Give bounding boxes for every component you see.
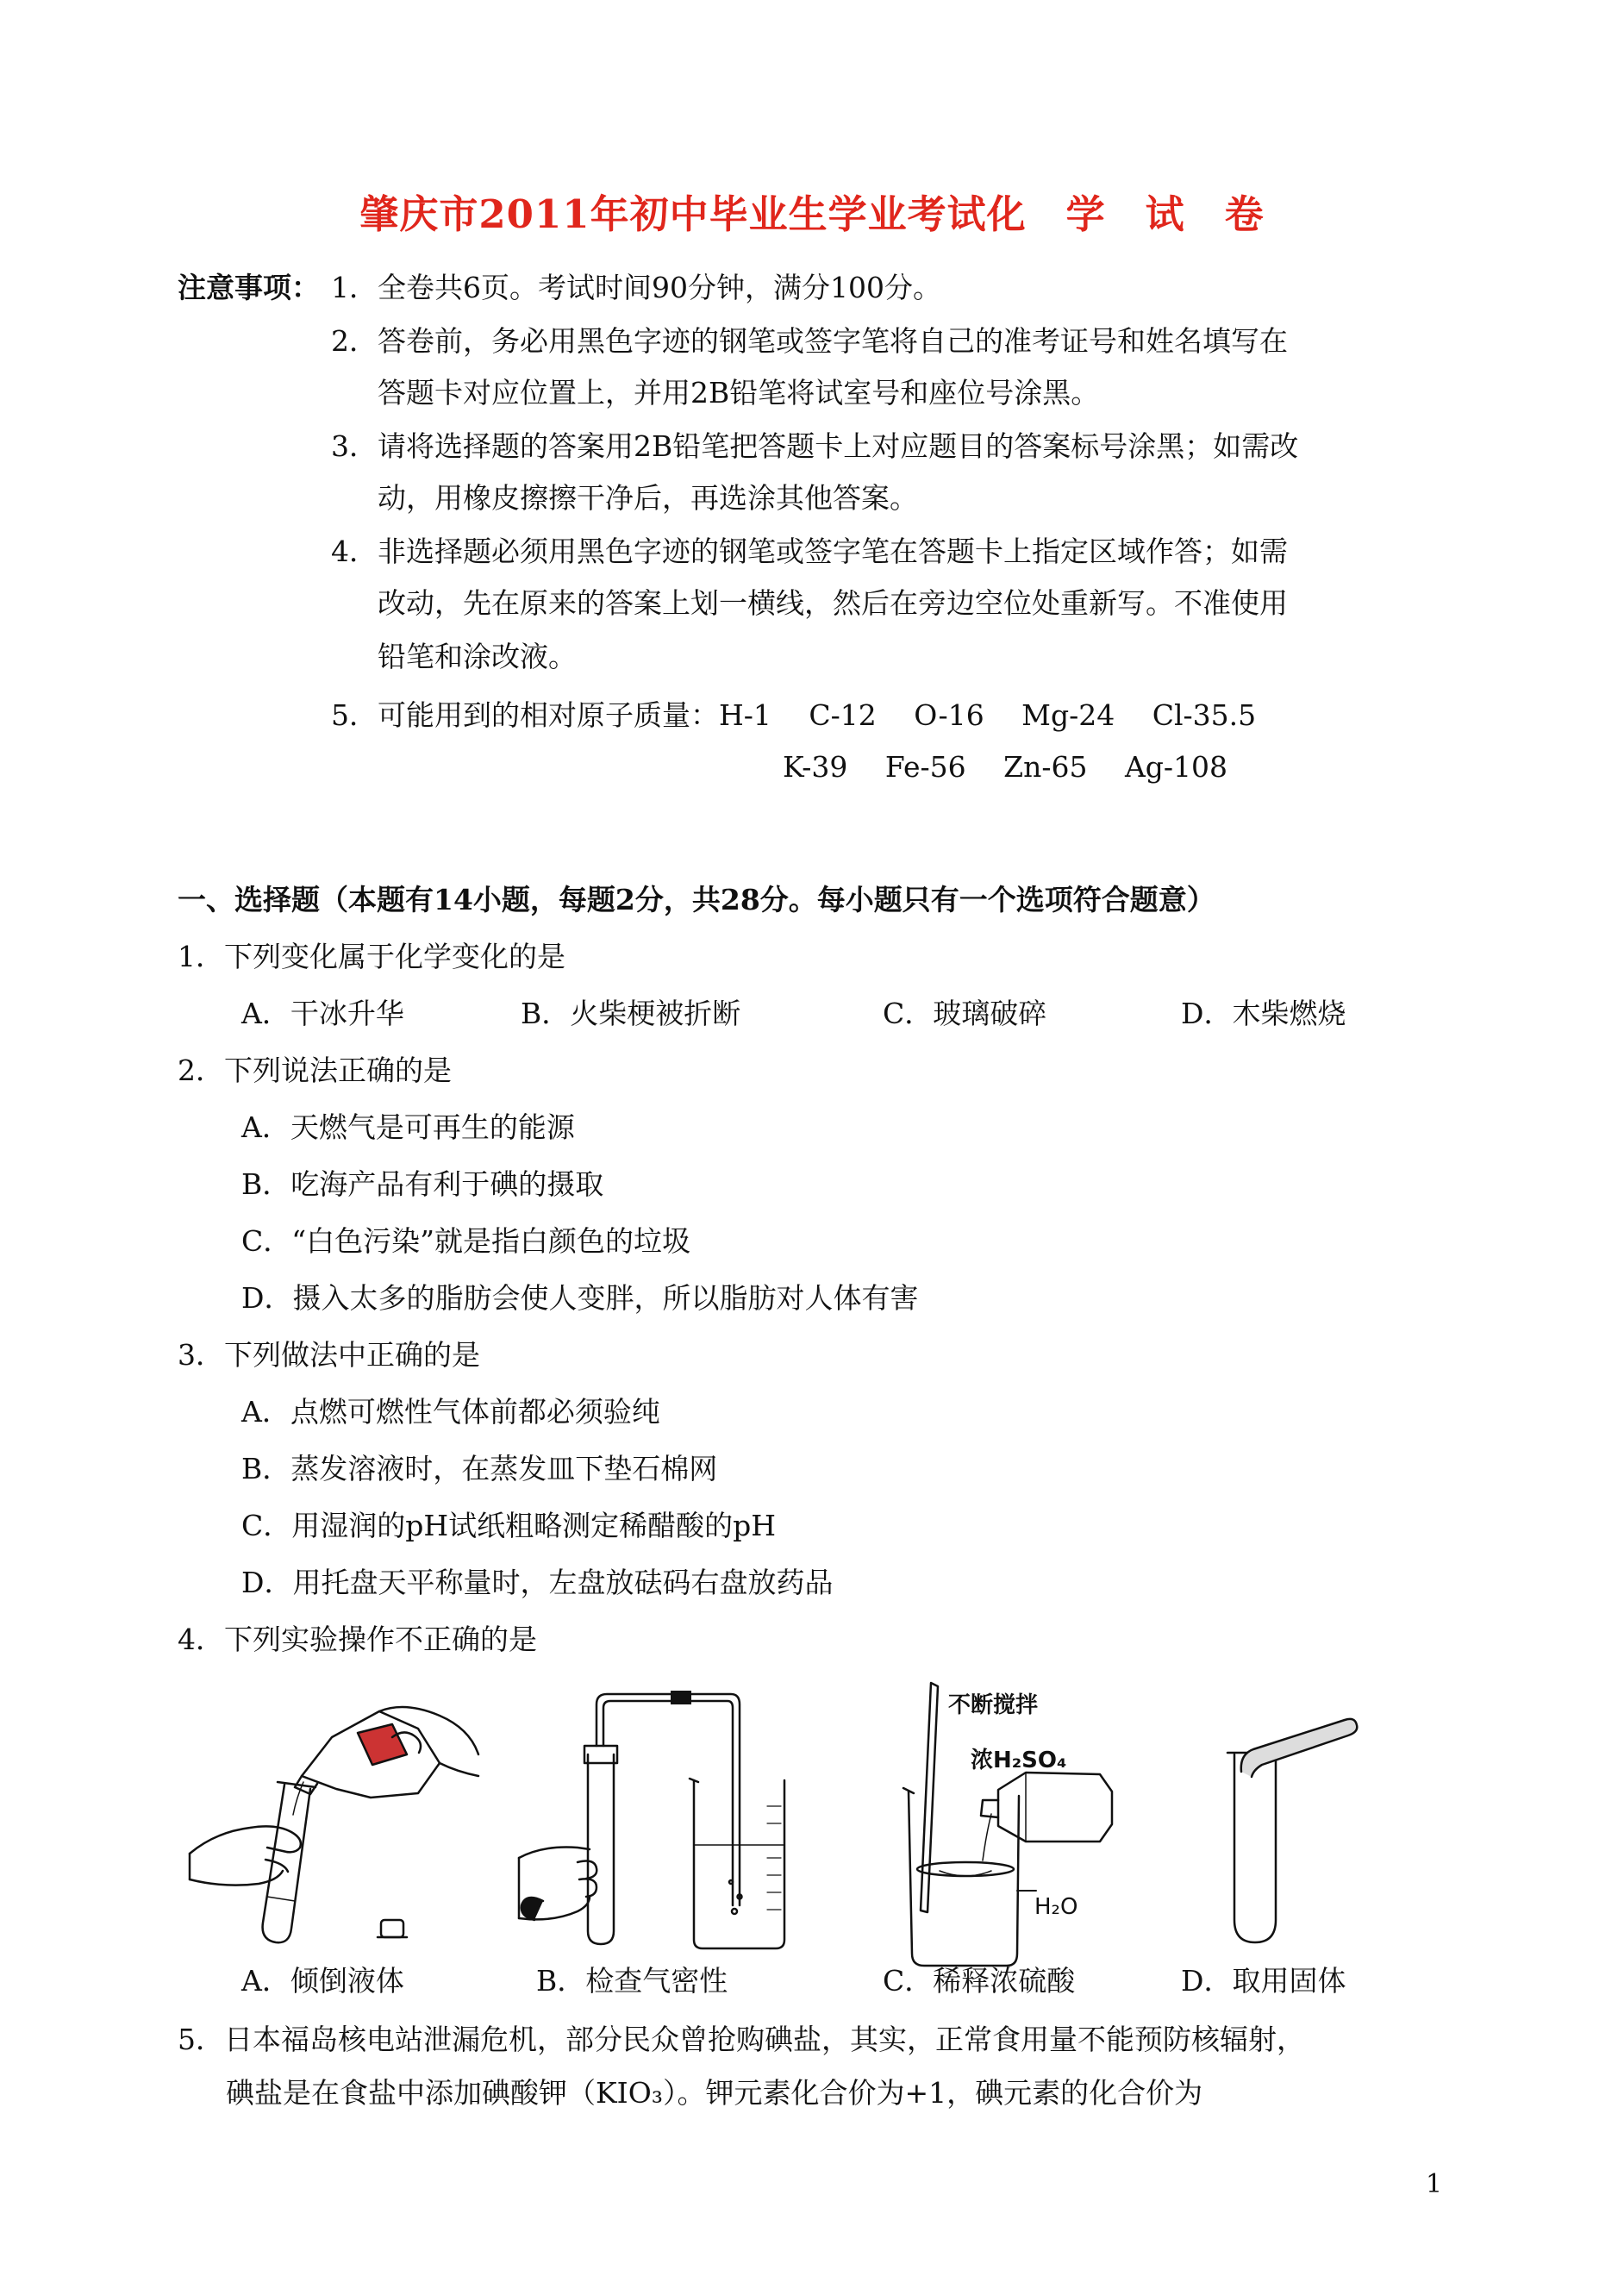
q3-option-b: B．蒸发溶液时，在蒸发皿下垫石棉网 [241, 1452, 718, 1485]
q1-option-c: C．玻璃破碎 [883, 997, 1047, 1030]
glass-tube [597, 1694, 740, 1905]
note-1: 1．全卷共6页。考试时间90分钟，满分100分。 [331, 271, 941, 304]
q1-option-d: D．木柴燃烧 [1181, 997, 1346, 1030]
section-heading: 一、选择题（本题有14小题，每题2分，共28分。每小题只有一个选项符合题意） [178, 883, 1215, 916]
page-title: 肇庆市2011年初中毕业生学业考试化 学 试 卷 [359, 191, 1265, 237]
q4-option-b: B．检查气密性 [536, 1964, 728, 1998]
note-4-cont2: 铅笔和涂改液。 [378, 640, 577, 673]
q4-stem: 4．下列实验操作不正确的是 [178, 1623, 537, 1656]
figure-pouring-liquid [181, 1703, 483, 1961]
note-4-cont: 改动，先在原来的答案上划一横线，然后在旁边空位处重新写。不准使用 [378, 586, 1288, 620]
label-stir: 不断搅拌 [948, 1692, 1039, 1718]
q2-option-a: A．天燃气是可再生的能源 [241, 1110, 575, 1144]
label-water: H₂O [1034, 1894, 1078, 1920]
q2-stem: 2．下列说法正确的是 [178, 1054, 452, 1087]
glass-rod [921, 1683, 938, 1912]
note-5: 5．可能用到的相对原子质量：H-1 C-12 O-16 Mg-24 Cl-35.5 [331, 698, 1257, 732]
stopper [381, 1920, 403, 1937]
q3-option-d: D．用托盘天平称量时，左盘放砝码右盘放药品 [241, 1566, 834, 1599]
note-5-cont: K-39 Fe-56 Zn-65 Ag-108 [783, 750, 1228, 784]
q3-stem: 3．下列做法中正确的是 [178, 1338, 480, 1372]
figure-airtightness [517, 1685, 802, 1953]
acid-bottle [998, 1773, 1112, 1842]
q3-option-a: A．点燃可燃性气体前都必须验纯 [241, 1395, 660, 1429]
hand [519, 1848, 590, 1859]
spatula [1241, 1719, 1358, 1777]
q2-option-c: C．“白色污染”就是指白颜色的垃圾 [241, 1224, 690, 1258]
q2-option-b: B．吃海产品有利于碘的摄取 [241, 1167, 604, 1201]
rubber-stopper [584, 1746, 617, 1763]
label-acid: 浓H₂SO₄ [971, 1748, 1067, 1773]
q5-line-1: 5．日本福岛核电站泄漏危机，部分民众曾抢购碘盐，其实，正常食用量不能预防核辐射， [178, 2023, 1305, 2056]
acid-bottle-neck [981, 1800, 998, 1817]
q5-line-2: 碘盐是在食盐中添加碘酸钾（KIO₃）。钾元素化合价为+1，碘元素的化合价为 [226, 2076, 1203, 2110]
test-tube [263, 1785, 310, 1942]
q2-option-d: D．摄入太多的脂肪会使人变胖，所以脂肪对人体有害 [241, 1281, 919, 1315]
note-4: 4．非选择题必须用黑色字迹的钢笔或签字笔在答题卡上指定区域作答；如需 [331, 535, 1288, 568]
note-3: 3．请将选择题的答案用2B铅笔把答题卡上对应题目的答案标号涂黑；如需改 [331, 429, 1299, 463]
notes-label: 注意事项： [178, 271, 320, 304]
q4-option-c: C．稀释浓硫酸 [883, 1964, 1076, 1998]
q1-option-b: B．火柴梗被折断 [521, 997, 741, 1030]
figure-taking-solid [1215, 1694, 1362, 1953]
q1-stem: 1．下列变化属于化学变化的是 [178, 940, 565, 973]
left-hand [190, 1826, 301, 1854]
q3-option-c: C．用湿润的pH试纸粗略测定稀醋酸的pH [241, 1509, 777, 1542]
test-tube [588, 1754, 614, 1944]
note-2: 2．答卷前，务必用黑色字迹的钢笔或签字笔将自己的准考证号和姓名填写在 [331, 324, 1288, 358]
figure-diluting-acid [896, 1679, 1121, 1973]
note-2-cont: 答题卡对应位置上，并用2B铅笔将试室号和座位号涂黑。 [378, 376, 1100, 410]
q1-option-a: A．干冰升华 [241, 997, 404, 1030]
q4-option-a: A．倾倒液体 [241, 1964, 404, 1998]
test-tube [1234, 1754, 1276, 1942]
q4-option-d: D．取用固体 [1181, 1964, 1346, 1998]
page-number: 1 [1426, 2169, 1443, 2199]
note-3-cont: 动，用橡皮擦擦干净后，再选涂其他答案。 [378, 481, 918, 515]
